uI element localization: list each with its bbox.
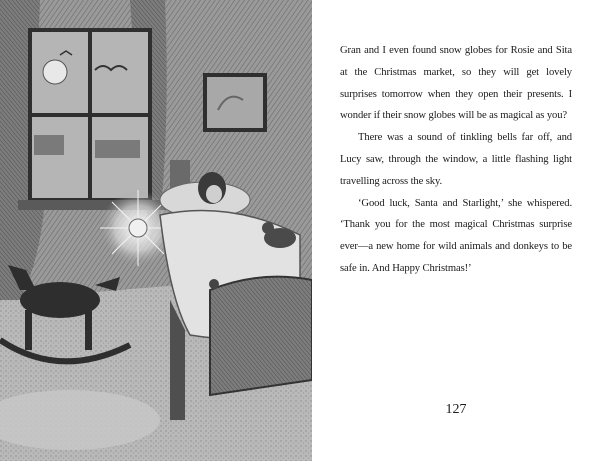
page-number: 127: [445, 402, 467, 417]
paragraph-2: There was a sound of tinkling bells far off, and Lucy saw, through the window, a little flashing light travelling across the sky.: [340, 132, 572, 187]
paragraph-1: Gran and I even found snow globes for Rosie and Sita at the Christmas market, so they will get lovely surprises tomorrow when they open their presents. I wonder if their snow globes will be as magical as you?: [340, 45, 572, 122]
text-page: [340, 40, 572, 440]
paragraph-3: ‘Good luck, Santa and Starlight,’ she whispered. ‘Thank you for the most magical Christmas surprise ever—a new home for wild animals and donkeys to be safe in. And Happy Christmas!’: [340, 197, 572, 274]
